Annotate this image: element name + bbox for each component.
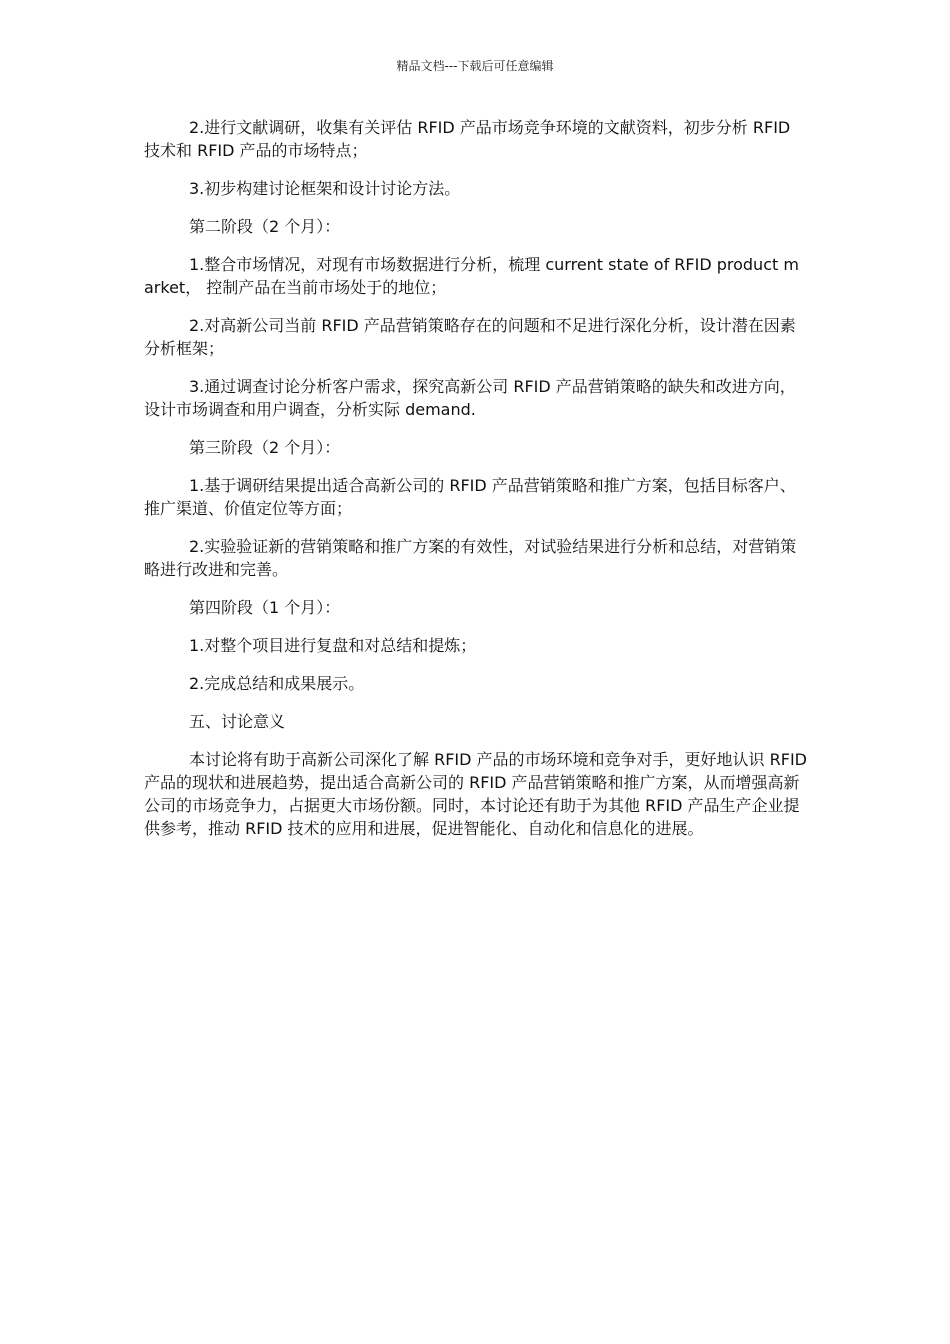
paragraph-phase-3-item-2: 2.实验验证新的营销策略和推广方案的有效性，对试验结果进行分析和总结，对营销策略进行改进和完善。	[144, 537, 797, 579]
section-5-heading: 五、讨论意义	[189, 712, 286, 731]
phase-3-heading: 第三阶段（2 个月）：	[189, 438, 341, 457]
phase-2-heading: 第二阶段（2 个月）：	[189, 217, 341, 236]
document-body	[144, 116, 808, 855]
paragraph-phase-2-item-3: 3.通过调查讨论分析客户需求，探究高新公司 RFID 产品营销策略的缺失和改进方向，设计市场调查和用户调查，分析实际 demand.	[144, 377, 796, 419]
paragraph-phase-4-item-2: 2.完成总结和成果展示。	[189, 674, 365, 693]
paragraph-phase-4-item-1: 1.对整个项目进行复盘和对总结和提炼；	[189, 636, 477, 655]
paragraph-phase-2-item-1: 1.整合市场情况，对现有市场数据进行分析，梳理 current state of RFID product market， 控制产品在当前市场处于的地位；	[144, 255, 799, 297]
page-header: 精品文档---下载后可任意编辑	[396, 59, 554, 73]
paragraph-step-2-literature-review: 2.进行文献调研，收集有关评估 RFID 产品市场竞争环境的文献资料，初步分析 RFID 技术和 RFID 产品的市场特点；	[144, 118, 791, 160]
paragraph-step-3-framework: 3.初步构建讨论框架和设计讨论方法。	[189, 179, 461, 198]
paragraph-significance: 本讨论将有助于高新公司深化了解 RFID 产品的市场环境和竞争对手，更好地认识 RFID 产品的现状和进展趋势，提出适合高新公司的 RFID 产品营销策略和推广方案，从而增强高新公司的市场竞争力，占据更大市场份额。同时，本讨论还有助于为其他 RFID 产品生产企业提供参考，推动 RFID 技术的应用和进展，促进智能化、自动化和信息化的进展。	[144, 750, 807, 838]
paragraph-phase-2-item-2: 2.对高新公司当前 RFID 产品营销策略存在的问题和不足进行深化分析，设计潜在因素分析框架；	[144, 316, 796, 358]
phase-4-heading: 第四阶段（1 个月）：	[189, 598, 341, 617]
paragraph-phase-3-item-1: 1.基于调研结果提出适合高新公司的 RFID 产品营销策略和推广方案，包括目标客户、推广渠道、价值定位等方面；	[144, 476, 796, 518]
